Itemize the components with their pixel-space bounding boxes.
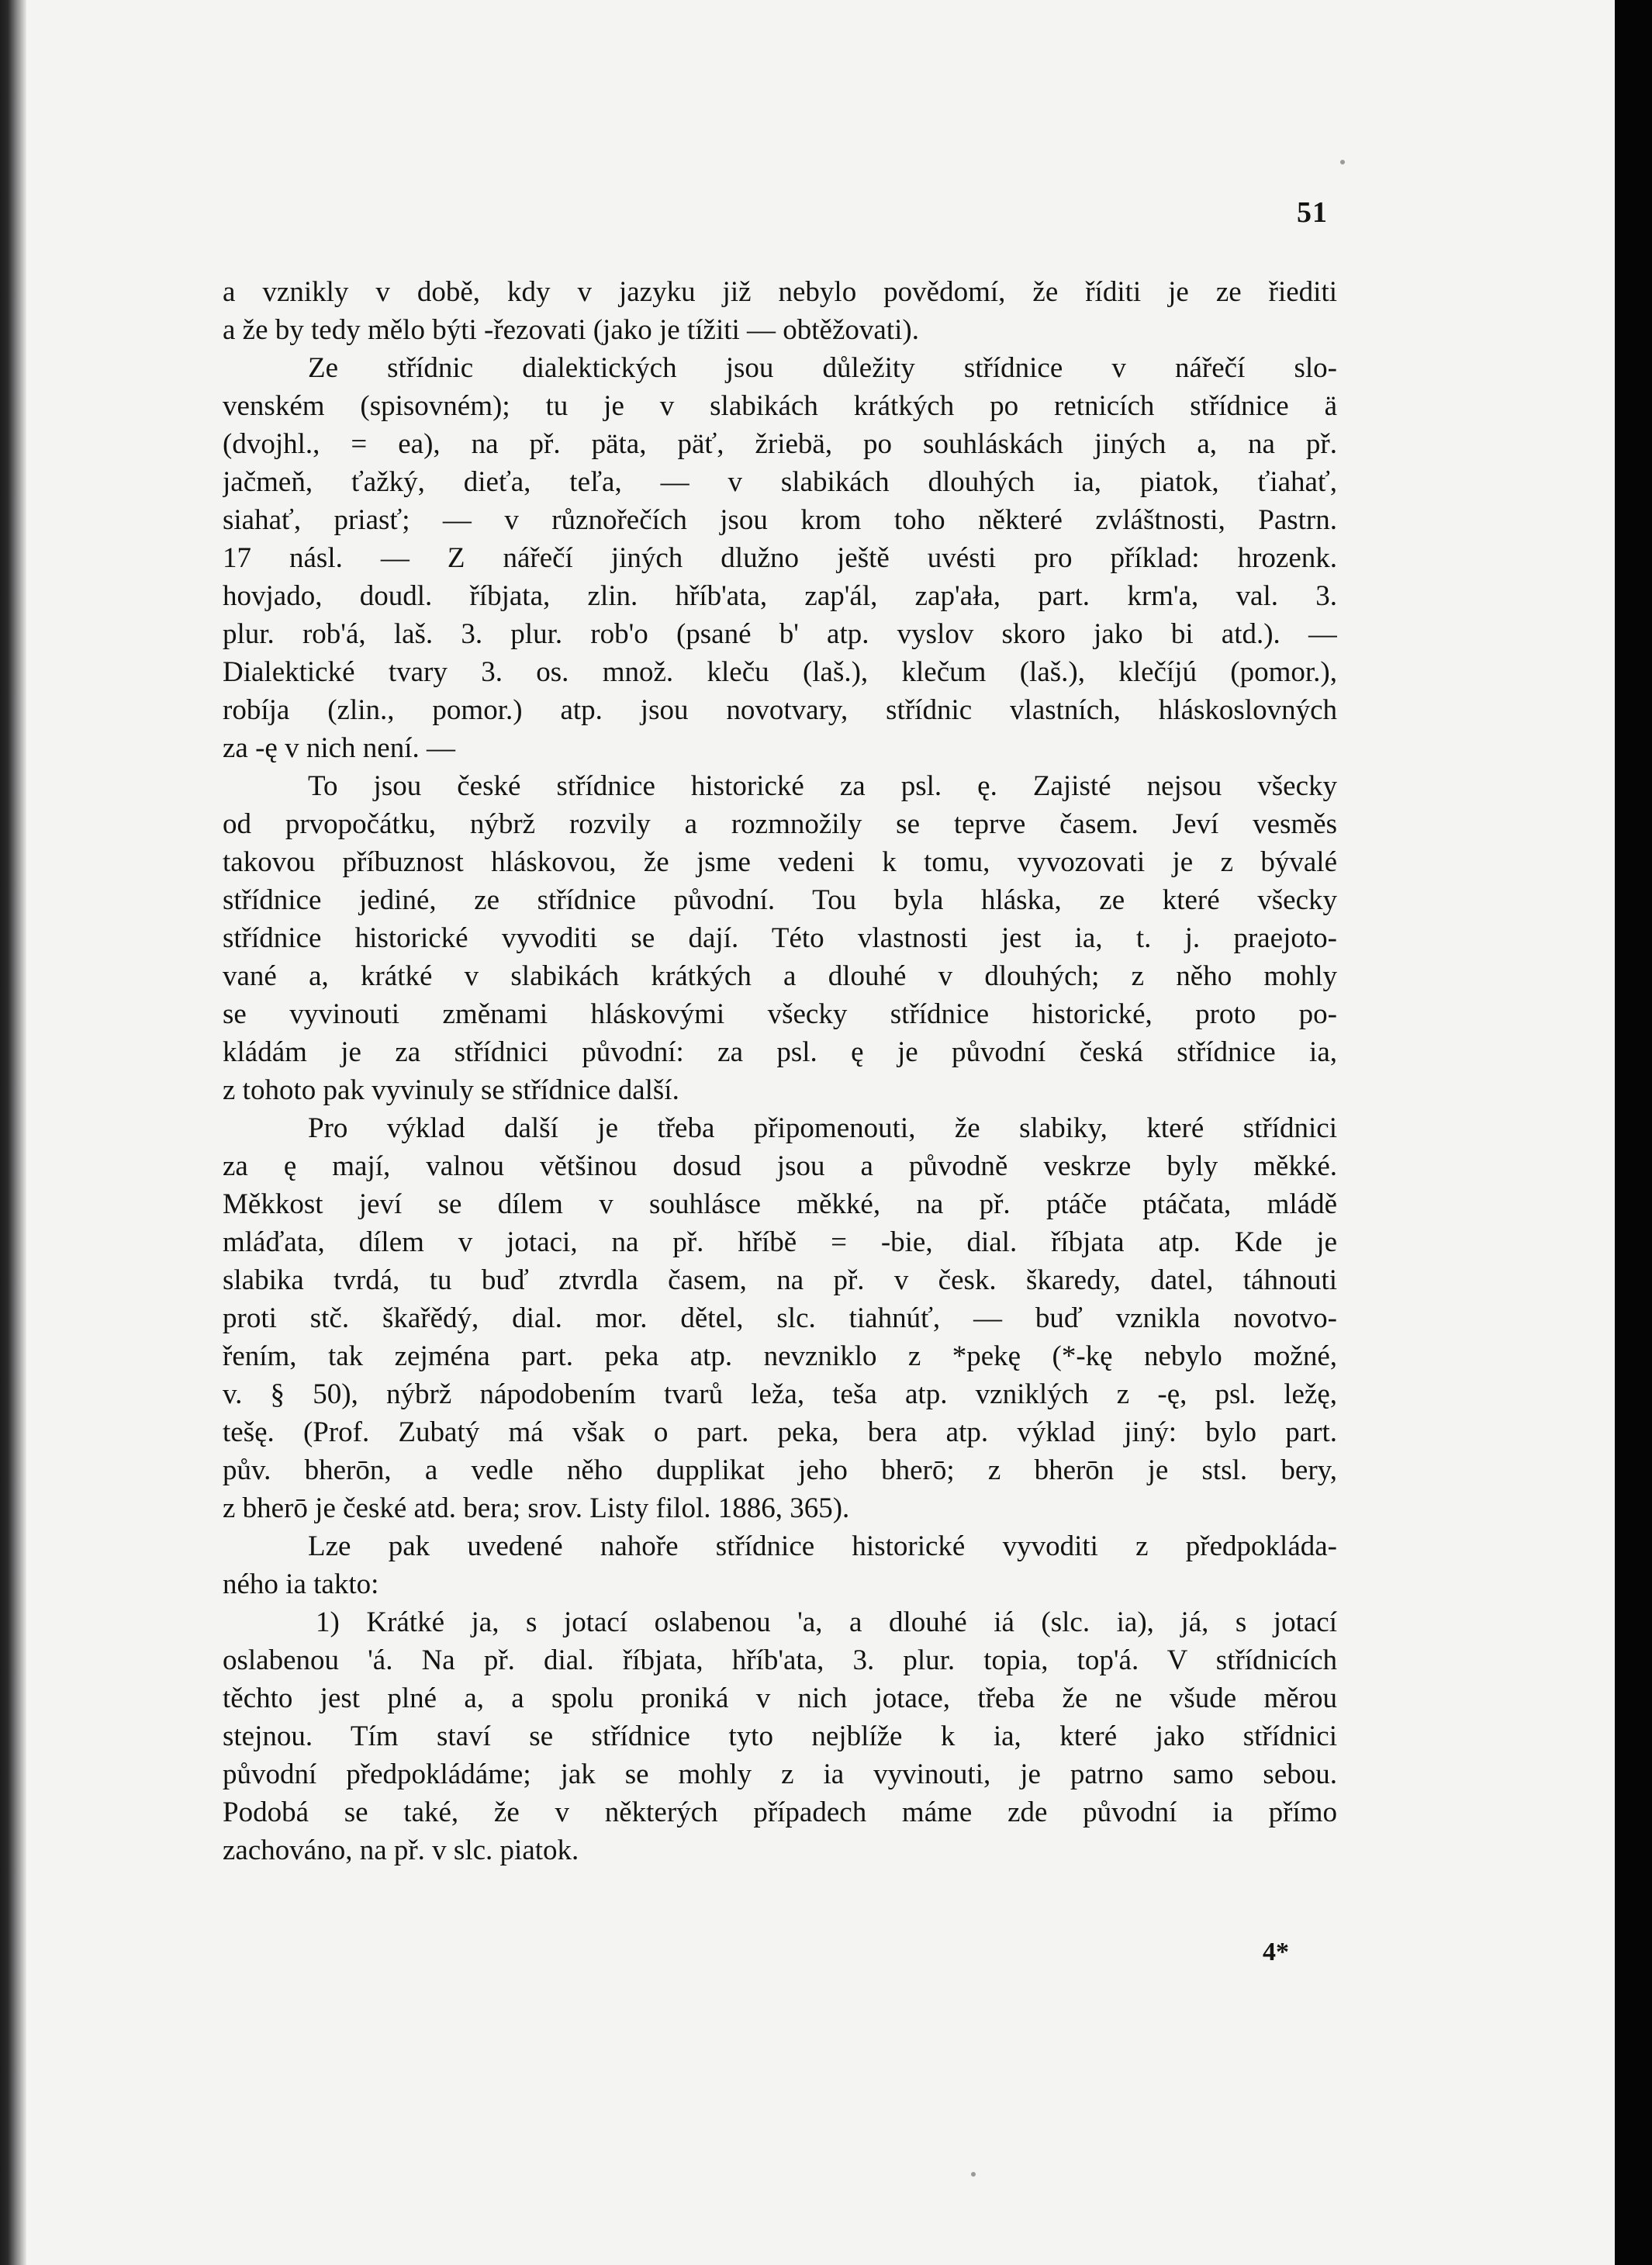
text-line: těchto jest plné a, a spolu proniká v nich jotace, třeba že ne všude měrou: [223, 1682, 1337, 1714]
text-line: To jsou české střídnice historické za psl. ę. Zajisté nejsou všecky: [308, 770, 1337, 802]
text-line: kládám je za střídnici původní: za psl. ę je původní česká střídnice ia,: [223, 1036, 1337, 1068]
text-line: mláďata, dílem v jotaci, na př. hříbě = -bie, dial. říbjata atp. Kde je: [223, 1226, 1337, 1258]
text-line: venském (spisovném); tu je v slabikách krátkých po retnicích střídnice ä: [223, 390, 1337, 422]
text-line: tešę. (Prof. Zubatý má však o part. peka, bera atp. výklad jiný: bylo part.: [223, 1416, 1337, 1448]
text-line: Měkkost jeví se dílem v souhlásce měkké, na př. ptáče ptáčata, mládě: [223, 1188, 1337, 1220]
page-number: 51: [1297, 196, 1328, 229]
text-line: z bherō je české atd. bera; srov. Listy filol. 1886, 365).: [223, 1492, 850, 1524]
text-line: stejnou. Tím staví se střídnice tyto nejblíže k ia, které jako střídnici: [223, 1720, 1337, 1752]
text-line: 17 násl. — Z nářečí jiných dlužno ještě uvésti pro příklad: hrozenk.: [223, 542, 1337, 574]
text-line: ného ia takto:: [223, 1568, 379, 1600]
text-line: slabika tvrdá, tu buď ztvrdla časem, na př. v česk. škaredy, datel, táhnouti: [223, 1264, 1337, 1296]
body-text: [223, 273, 1337, 1869]
text-line: 1) Krátké ja, s jotací oslabenou 'a, a dlouhé iá (slc. ia), já, s jotací: [316, 1606, 1337, 1638]
text-line: zachováno, na př. v slc. piatok.: [223, 1834, 579, 1866]
text-line: z tohoto pak vyvinuly se střídnice další.: [223, 1074, 679, 1106]
text-line: v. § 50), nýbrž nápodobením tvarů leža, teša atp. vzniklých z -ę, psl. ležę,: [223, 1378, 1337, 1410]
text-line: původní předpokládáme; jak se mohly z ia vyvinouti, je patrno samo sebou.: [223, 1758, 1337, 1790]
text-line: a že by tedy mělo býti -řezovati (jako je tížiti — obtěžovati).: [223, 314, 919, 346]
text-line: jačmeň, ťažký, dieťa, teľa, — v slabikách dlouhých ia, piatok, ťiahať,: [223, 466, 1337, 498]
text-line: takovou příbuznost hláskovou, že jsme vedeni k tomu, vyvozovati je z bývalé: [223, 846, 1337, 878]
text-line: plur. rob'á, laš. 3. plur. rob'o (psané b' atp. vyslov skoro jako bi atd.). —: [223, 618, 1337, 650]
text-line: řením, tak zejména part. peka atp. nevzniklo z *pekę (*-kę nebylo možné,: [223, 1340, 1337, 1372]
text-line: hovjado, doudl. říbjata, zlin. hříb'ata, zap'ál, zap'ała, part. krm'a, val. 3.: [223, 580, 1337, 612]
text-line: Dialektické tvary 3. os. množ. kleču (laš.), klečum (laš.), klečíjú (pomor.),: [223, 656, 1337, 688]
text-line: za -ę v nich není. —: [223, 732, 455, 764]
paper-speck: [971, 2172, 976, 2177]
text-line: vané a, krátké v slabikách krátkých a dlouhé v dlouhých; z něho mohly: [223, 960, 1337, 992]
text-line: se vyvinouti změnami hláskovými všecky střídnice historické, proto po-: [223, 998, 1337, 1030]
text-line: za ę mají, valnou většinou dosud jsou a původně veskrze byly měkké.: [223, 1150, 1337, 1182]
text-line: Ze střídnic dialektických jsou důležity střídnice v nářečí slo-: [308, 352, 1337, 384]
text-line: robíja (zlin., pomor.) atp. jsou novotvary, střídnic vlastních, hláskoslovných: [223, 694, 1337, 726]
scan-border: [1615, 0, 1652, 2265]
text-line: Pro výklad další je třeba připomenouti, že slabiky, které střídnici: [308, 1112, 1337, 1144]
binding-shadow: [0, 0, 26, 2265]
text-line: proti stč. škařědý, dial. mor. dětel, slc. tiahnúť, — buď vznikla novotvo-: [223, 1302, 1337, 1334]
text-line: střídnice historické vyvoditi se dají. Této vlastnosti jest ia, t. j. praejoto-: [223, 922, 1337, 954]
text-line: oslabenou 'á. Na př. dial. říbjata, hříb'ata, 3. plur. topia, top'á. V střídnicích: [223, 1644, 1337, 1676]
text-line: siahať, priasť; — v různořečích jsou krom toho některé zvláštnosti, Pastrn.: [223, 504, 1337, 536]
text-line: Lze pak uvedené nahoře střídnice historické vyvoditi z předpokláda-: [308, 1530, 1337, 1562]
text-line: a vznikly v době, kdy v jazyku již nebylo povědomí, že říditi je ze řiediti: [223, 276, 1337, 308]
text-line: od prvopočátku, nýbrž rozvily a rozmnožily se teprve časem. Jeví vesměs: [223, 808, 1337, 840]
text-line: (dvojhl., = ea), na př. päta, päť, žriebä, po souhláskách jiných a, na př.: [223, 428, 1337, 460]
text-line: Podobá se také, že v některých případech máme zde původní ia přímo: [223, 1796, 1337, 1828]
text-line: střídnice jediné, ze střídnice původní. Tou byla hláska, ze které všecky: [223, 884, 1337, 916]
printer-signature-mark: 4*: [1263, 1938, 1289, 1966]
paper-speck: [1340, 160, 1345, 164]
text-line: pův. bherōn, a vedle něho dupplikat jeho bherō; z bherōn je stsl. bery,: [223, 1454, 1337, 1486]
